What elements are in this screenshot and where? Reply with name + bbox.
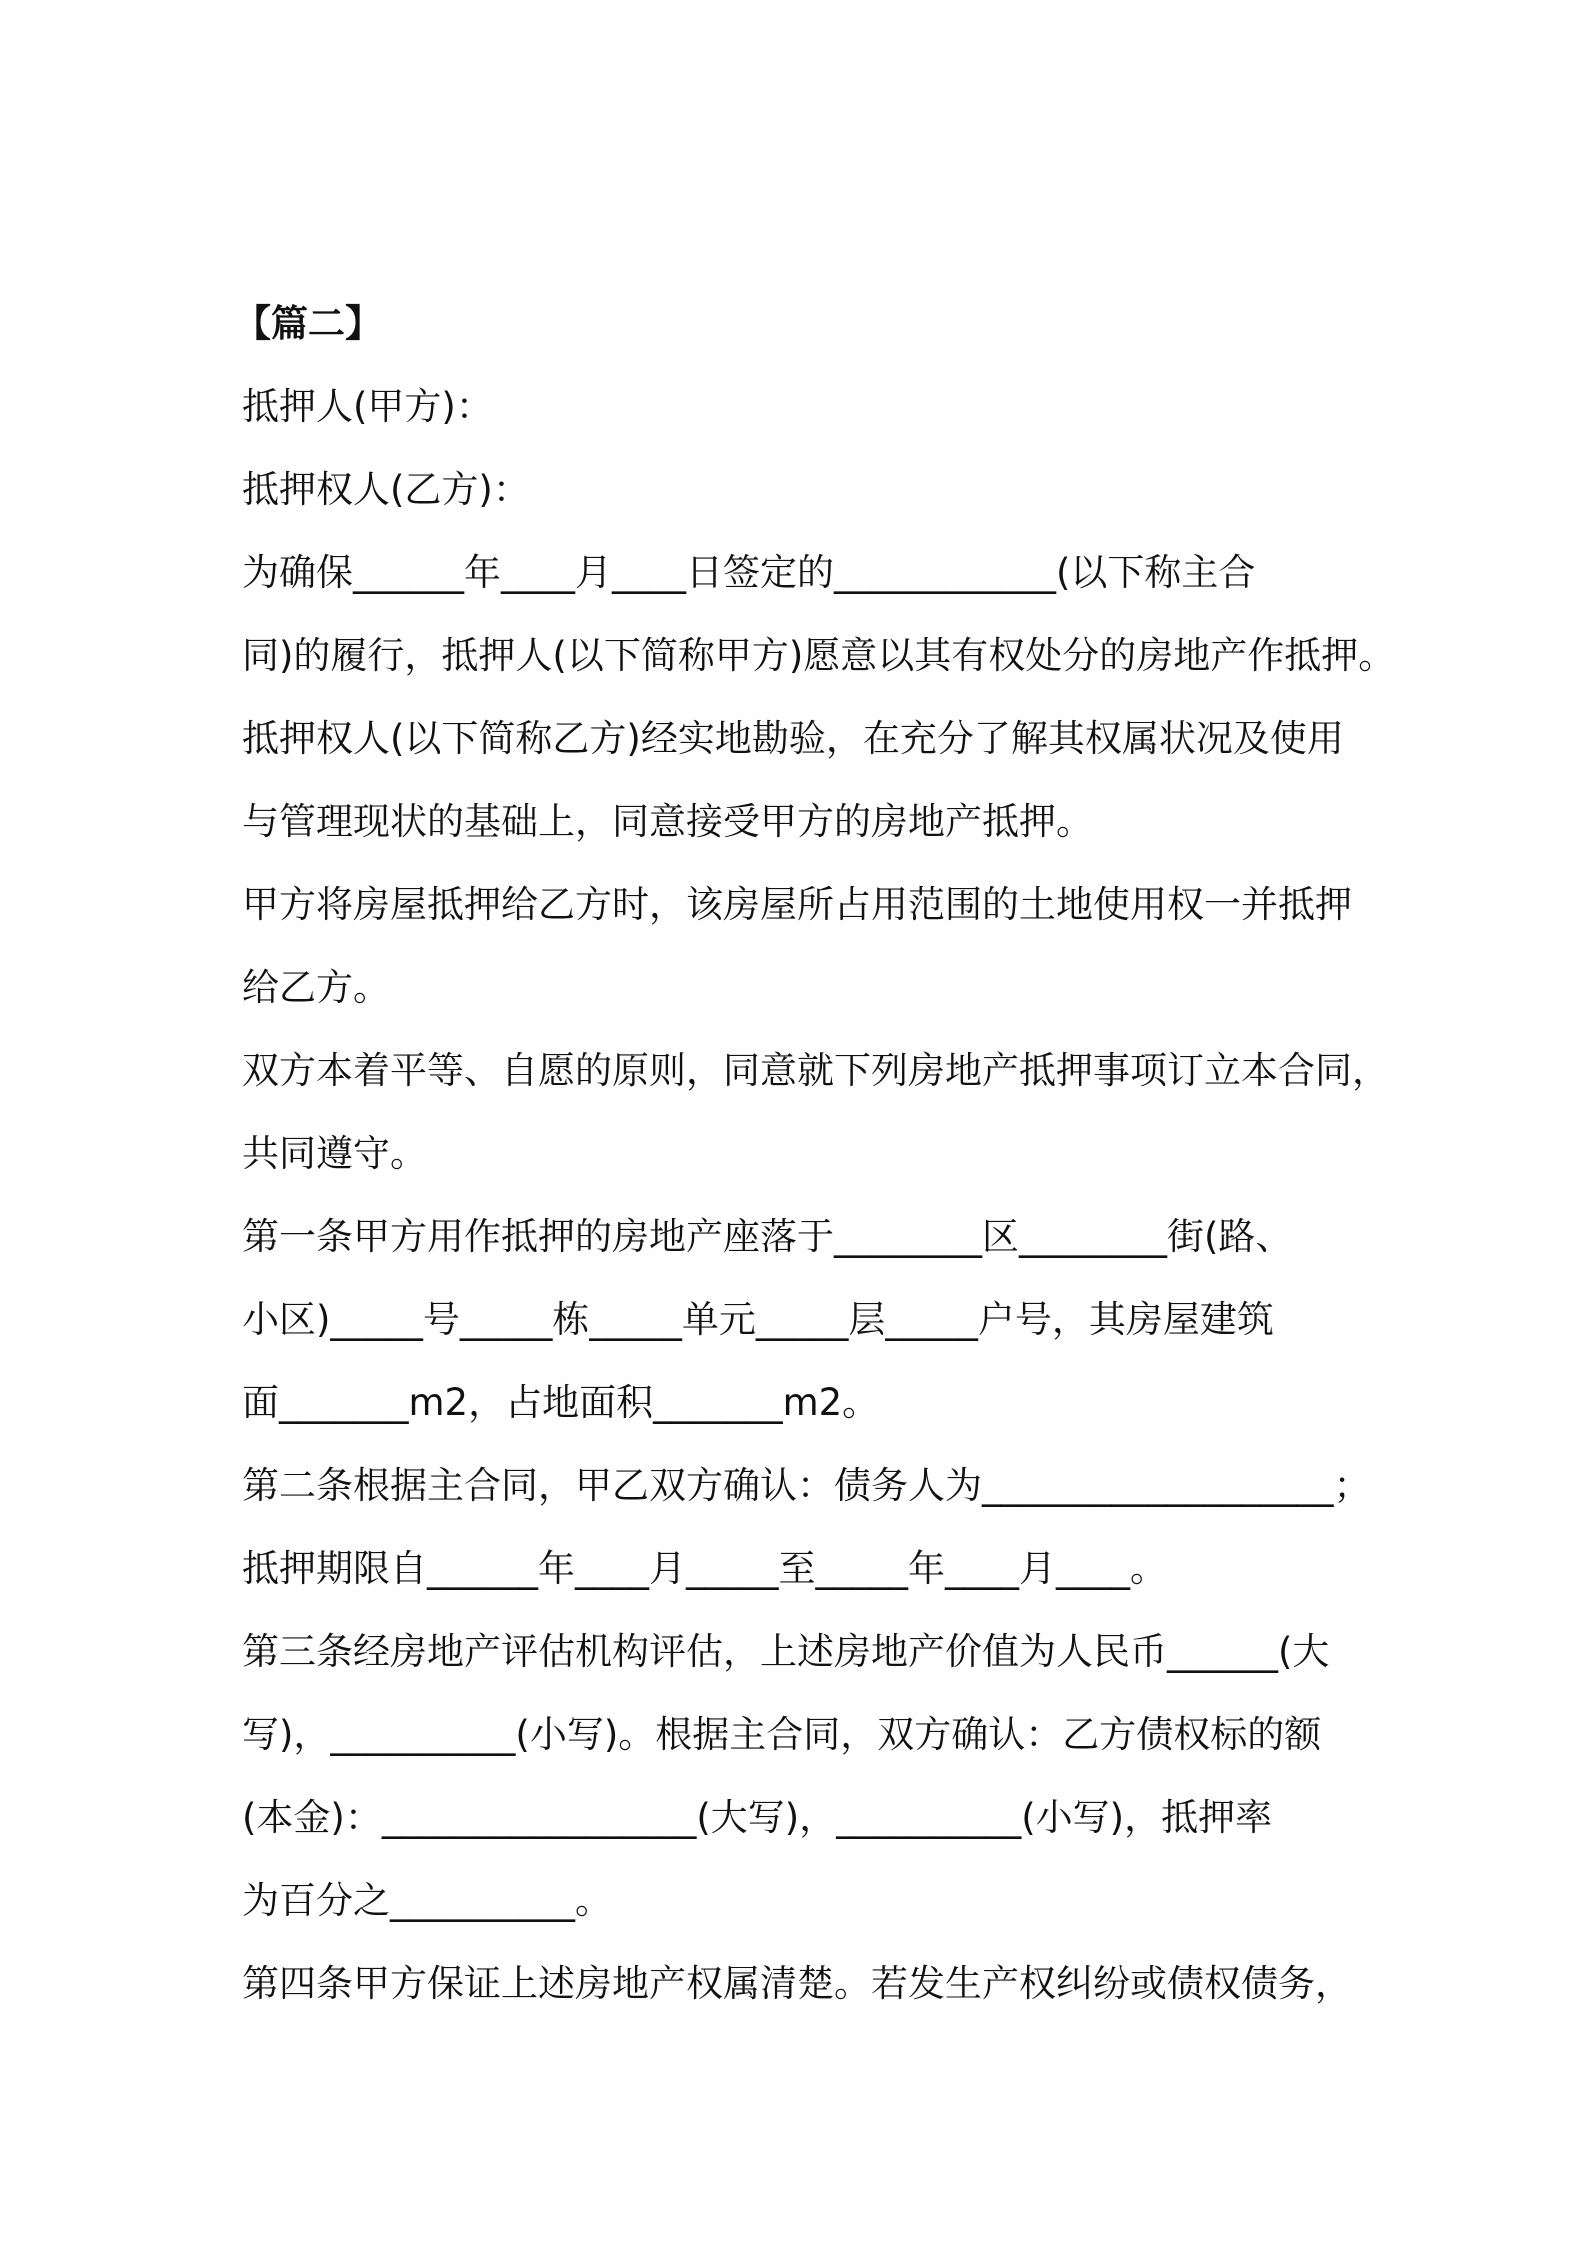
text-line: 写)，__________(小写)。根据主合同，双方确认：乙方债权标的额 [242,1713,1322,1756]
text-line: 面_______m2，占地面积_______m2。 [242,1381,880,1424]
text-line: 同)的履行，抵押人(以下简称甲方)愿意以其有权处分的房地产作抵押。 [242,634,1396,677]
text-line: 抵押期限自______年____月_____至_____年____月____。 [242,1547,1167,1590]
text-line: 甲方将房屋抵押给乙方时，该房屋所占用范围的土地使用权一并抵押 [242,883,1352,926]
text-line: 给乙方。 [242,966,390,1009]
text-line: 为百分之__________。 [242,1879,612,1922]
text-line: 与管理现状的基础上，同意接受甲方的房地产抵押。 [242,800,1093,843]
text-line: 小区)_____号_____栋_____单元_____层_____户号，其房屋建筑 [242,1298,1274,1341]
text-line: 第四条甲方保证上述房地产权属清楚。若发生产权纠纷或债权债务， [242,1962,1352,2005]
contract-body [234,282,1396,2025]
text-line: 第二条根据主合同，甲乙双方确认：债务人为___________________； [242,1464,1371,1507]
text-line: 双方本着平等、自愿的原则，同意就下列房地产抵押事项订立本合同， [242,1049,1389,1092]
text-line: 第三条经房地产评估机构评估，上述房地产价值为人民币______(大 [242,1630,1330,1673]
text-line: 第一条甲方用作抵押的房地产座落于________区________街(路、 [242,1215,1293,1258]
text-line: (本金)：_________________(大写)，__________(小写)，抵押率 [242,1796,1273,1839]
text-line: 抵押权人(乙方)： [242,468,530,511]
text-line: 抵押权人(以下简称乙方)经实地勘验，在充分了解其权属状况及使用 [242,717,1344,760]
section-heading: 【篇二】 [234,302,382,345]
text-line: 共同遵守。 [242,1132,427,1175]
text-line: 抵押人(甲方)： [242,385,493,428]
text-line: 为确保______年____月____日签定的____________(以下称主合 [242,551,1256,594]
